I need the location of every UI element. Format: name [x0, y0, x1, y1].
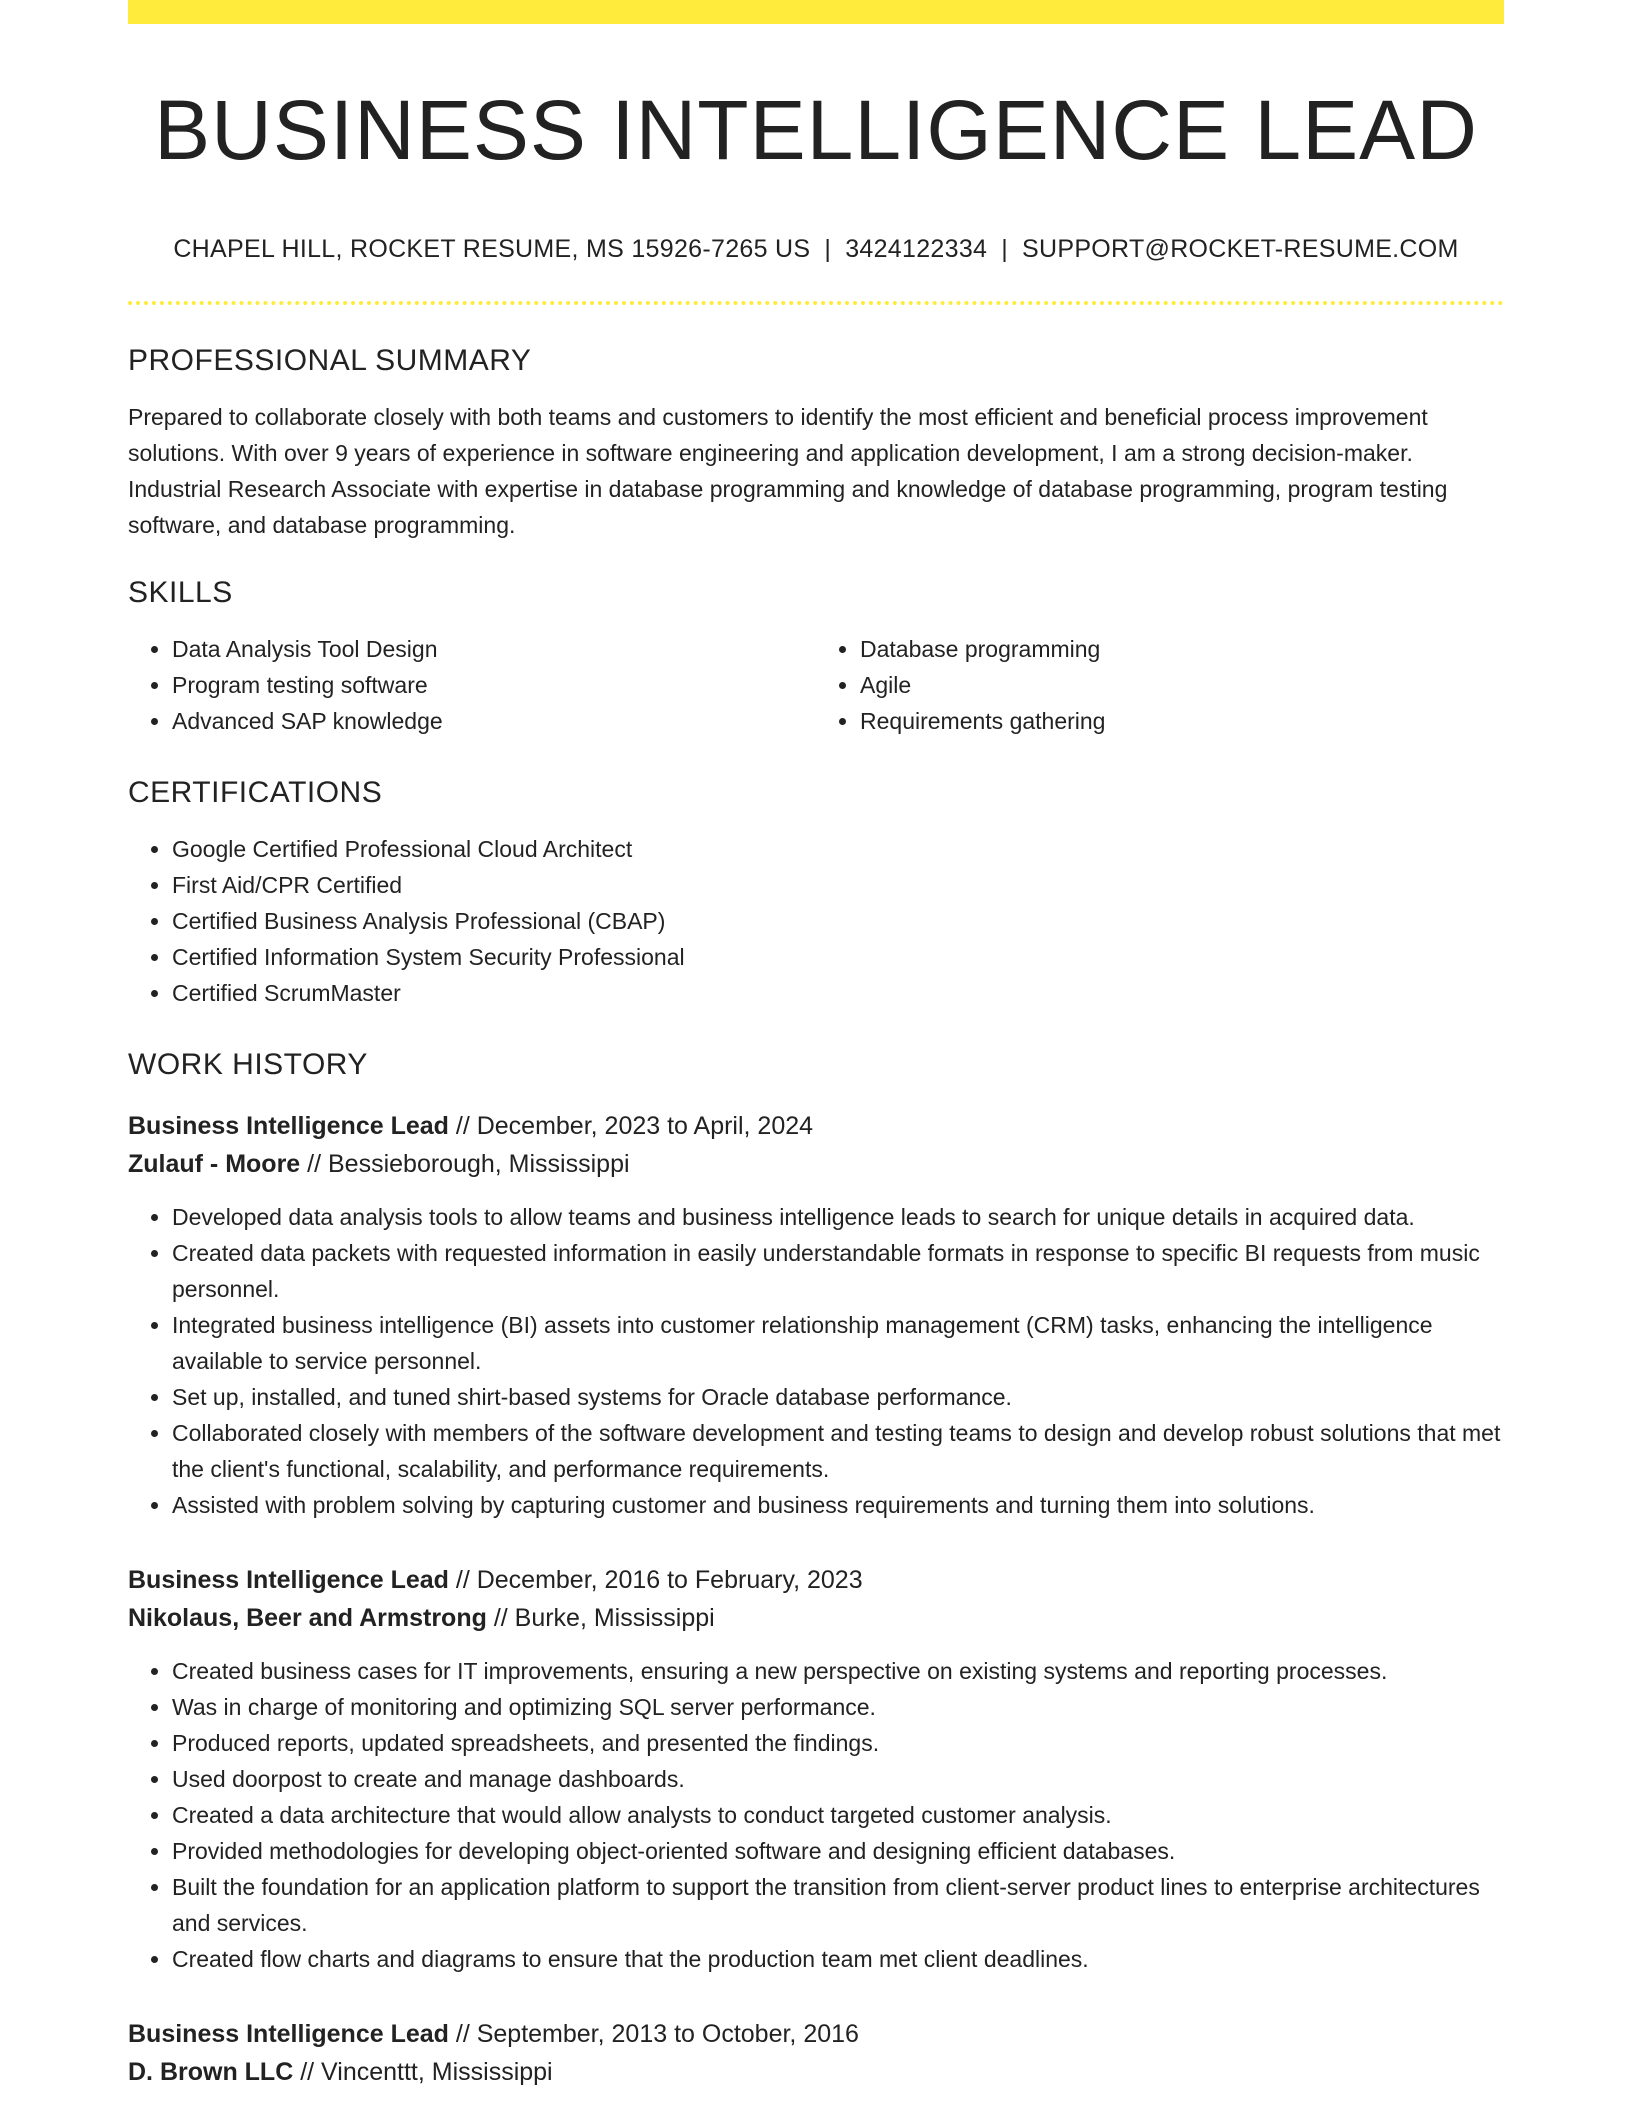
job-bullet: • Created business cases for IT improvements, ensuring a new perspective on existing systems and reporting processes.: [172, 1653, 1504, 1689]
skills-left-list: [128, 631, 816, 739]
job-bullet: • Was in charge of monitoring and optimizing SQL server performance.: [172, 1689, 1504, 1725]
job-company: D. Brown LLC: [128, 2058, 294, 2087]
resume-page: [128, 0, 1504, 2091]
certification-item: • First Aid/CPR Certified: [172, 867, 1504, 903]
job-bullet: • Created flow charts and diagrams to ensure that the production team met client deadlines.: [172, 1941, 1504, 1977]
job-dates: // December, 2023 to April, 2024: [448, 1112, 814, 1141]
job-location: // Vincenttt, Mississippi: [293, 2058, 553, 2087]
summary-text: Prepared to collaborate closely with both teams and customers to identify the most efficient and beneficial process improvement solutions. With over 9 years of experience in software engineering and application development, I am a strong decision-maker. Industrial Research Associate with expertise in database programming and knowledge of database programming, program testing software, and database programming.: [128, 404, 1448, 539]
contact-email: SUPPORT@ROCKET-RESUME.COM: [1022, 235, 1459, 264]
work-history-heading: WORK HISTORY: [128, 1048, 368, 1082]
contact-separator: |: [824, 235, 832, 264]
job-title: Business Intelligence Lead: [128, 2020, 449, 2049]
accent-top-bar: [128, 0, 1504, 24]
job-title: Business Intelligence Lead: [128, 1112, 449, 1141]
job-title: Business Intelligence Lead: [128, 1566, 449, 1595]
certification-item: • Certified ScrumMaster: [172, 975, 1504, 1011]
job-bullet-list: [128, 1653, 1504, 1977]
job-bullet: • Provided methodologies for developing object-oriented software and designing efficient databases.: [172, 1833, 1504, 1869]
job-bullet: • Produced reports, updated spreadsheets, and presented the findings.: [172, 1725, 1504, 1761]
skill-item: • Database programming: [860, 631, 1504, 667]
job-location: // Burke, Mississippi: [486, 1604, 715, 1633]
certification-item: • Certified Information System Security Professional: [172, 939, 1504, 975]
job-entry: [128, 1561, 1504, 1977]
summary-heading: PROFESSIONAL SUMMARY: [128, 344, 532, 378]
job-company-line: [128, 2053, 1504, 2091]
job-company: Zulauf - Moore: [128, 1150, 301, 1179]
job-location: // Bessieborough, Mississippi: [300, 1150, 630, 1179]
job-company-line: [128, 1599, 1504, 1637]
job-entry: [128, 2015, 1504, 2091]
job-bullet: • Created a data architecture that would allow analysts to conduct targeted customer analysis.: [172, 1797, 1504, 1833]
job-bullet: • Developed data analysis tools to allow teams and business intelligence leads to search for unique details in acquired data.: [172, 1199, 1504, 1235]
job-bullet: • Built the foundation for an application platform to support the transition from client-server product lines to enterprise architectures and services.: [172, 1869, 1504, 1941]
skill-item: • Agile: [860, 667, 1504, 703]
skills-right-list: [816, 631, 1504, 739]
skill-item: • Data Analysis Tool Design: [172, 631, 816, 667]
certifications-list: [128, 831, 1504, 1011]
job-title-line: [128, 1107, 1504, 1145]
job-title-line: [128, 1561, 1504, 1599]
job-company-line: [128, 1145, 1504, 1183]
contact-line: [128, 234, 1504, 264]
certification-item: • Certified Business Analysis Professional (CBAP): [172, 903, 1504, 939]
job-bullet: • Used doorpost to create and manage dashboards.: [172, 1761, 1504, 1797]
skill-item: • Program testing software: [172, 667, 816, 703]
job-bullet: • Assisted with problem solving by capturing customer and business requirements and turning them into solutions.: [172, 1487, 1504, 1523]
certification-item: • Google Certified Professional Cloud Architect: [172, 831, 1504, 867]
job-bullet: • Created data packets with requested information in easily understandable formats in response to specific BI requests from music personnel.: [172, 1235, 1504, 1307]
job-bullet-list: [128, 1199, 1504, 1523]
job-bullet: • Integrated business intelligence (BI) assets into customer relationship management (CRM) tasks, enhancing the intelligence available to service personnel.: [172, 1307, 1504, 1379]
dotted-divider: [128, 301, 1504, 305]
contact-phone: 3424122334: [845, 235, 988, 264]
skill-item: • Advanced SAP knowledge: [172, 703, 816, 739]
job-dates: // September, 2013 to October, 2016: [448, 2020, 859, 2049]
contact-address: CHAPEL HILL, ROCKET RESUME, MS 15926-7265 US: [173, 235, 811, 264]
skill-item: • Requirements gathering: [860, 703, 1504, 739]
job-company: Nikolaus, Beer and Armstrong: [128, 1604, 487, 1633]
job-title-line: [128, 2015, 1504, 2053]
job-bullet: • Set up, installed, and tuned shirt-based systems for Oracle database performance.: [172, 1379, 1504, 1415]
contact-separator: |: [1001, 235, 1009, 264]
skills-columns: [128, 631, 1504, 739]
skills-heading: SKILLS: [128, 576, 233, 610]
job-entry: [128, 1107, 1504, 1523]
certifications-heading: CERTIFICATIONS: [128, 776, 383, 810]
job-bullet: • Collaborated closely with members of the software development and testing teams to design and develop robust solutions that met the client's functional, scalability, and performance requirements.: [172, 1415, 1504, 1487]
resume-title: BUSINESS INTELLIGENCE LEAD: [154, 83, 1478, 177]
job-dates: // December, 2016 to February, 2023: [448, 1566, 863, 1595]
